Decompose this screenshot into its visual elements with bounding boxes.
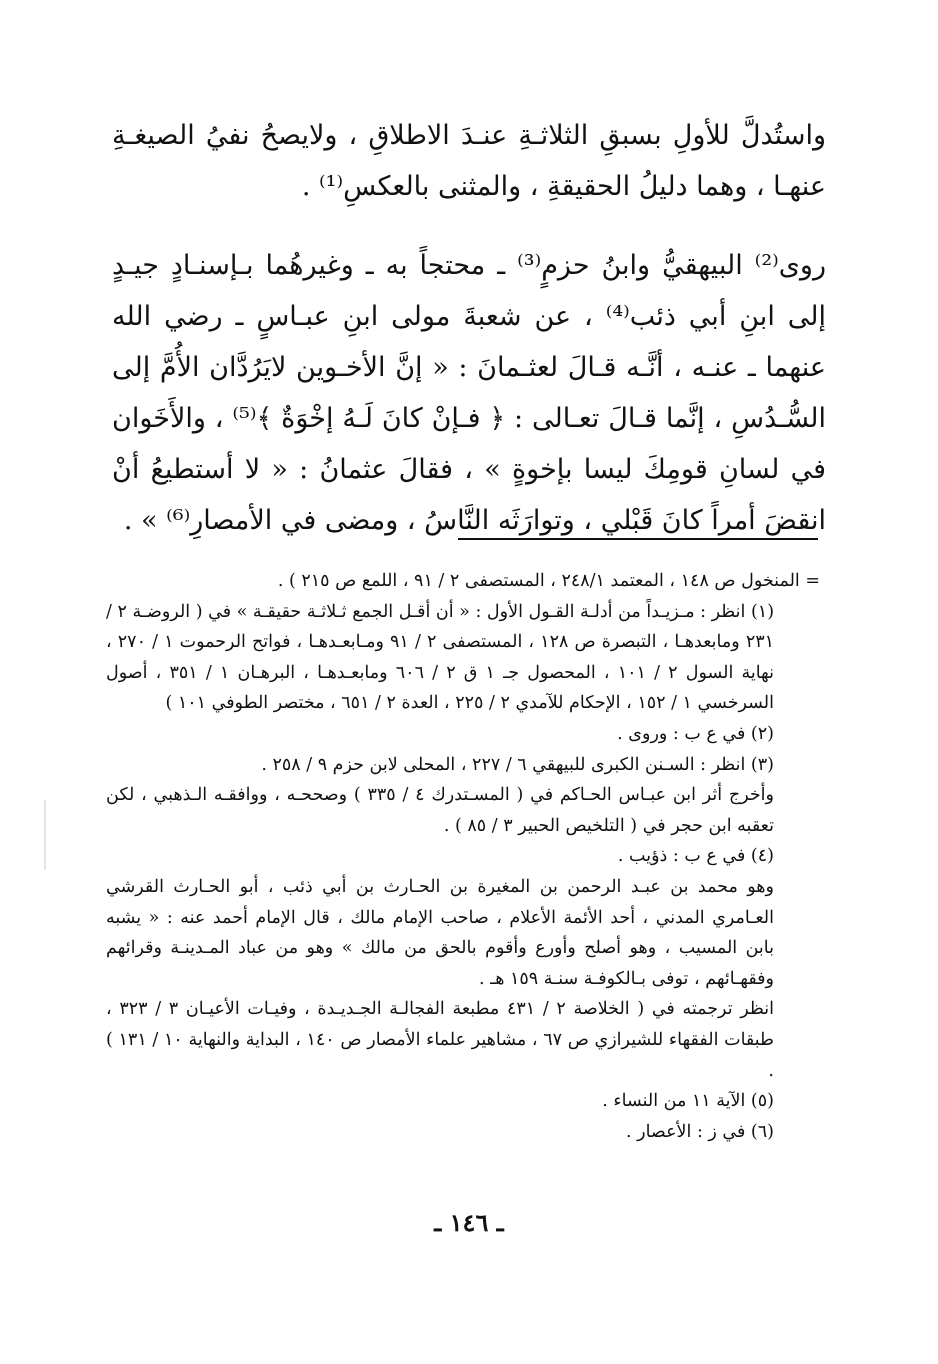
footnote-3-note: وأخرج أثر ابن عبـاس الحـاكم في ( المسـتدرك ٤ / ٣٣٥ ) وصححـه ، ووافقـه الـذهبي ، لكن تعقبه ابن حجر في ( التلخيص الحبير ٣ / ٨٥ ) . xyxy=(106,785,774,836)
main-paragraph-1: واستُدلَّ للأولِ بسبقِ الثلاثـةِ عنـدَ الاطلاقِ ، ولايصحُ نفيُ الصيغـةِ عنهـا ، وهما دليلُ الحقيقةِ ، والمثنى بالعكسِ⁽¹⁾ . xyxy=(112,120,826,202)
footnote-1: (١) انظر : مـزيـداً من أدلـة القـول الأول : « أن أقـل الجمع ثـلاثـة حقيقـة » في ( الروضـة ٢ / ٢٣١ ومابعدهـا ، التبصرة ص ١٢٨ ، المستصفى ٢ / ٩١ ومـابعـدهـا ، فواتح الرحموت ١ / ٢٧٠ ، نهاية السول ٢ / ١٠١ ، المحصول جـ ١ ق ٢ / ٦٠٦ ومابعـدهـا ، البرهـان ١ / ٣٥١ ، أصول السرخسي ١ / ١٥٢ ، الإحكام للآمدي ٢ / ٢٢٥ ، العدة ٢ / ٦٥١ ، مختصر الطوفي ١٠١ ) xyxy=(106,601,775,714)
footnote-5: (٥) الآية ١١ من النساء . xyxy=(602,1091,774,1112)
footnote-3: (٣) انظر : السـنن الكبرى للبيهقي ٦ / ٢٢٧ ، المحلى لابن حزم ٩ / ٢٥٨ . xyxy=(261,754,774,775)
footnote-continuation: = المنخول ص ١٤٨ ، المعتمد ٢٤٨/١ ، المستصفى ٢ / ٩١ ، اللمع ص ٢١٥ ) . xyxy=(277,571,820,591)
footnote-2: (٢) في ع ب : وروى . xyxy=(617,723,774,744)
page-number: ـ ١٤٦ ـ xyxy=(434,1208,504,1237)
footnotes-section xyxy=(106,566,820,1147)
footnote-4: (٤) في ع ب : ذؤيب . xyxy=(617,846,774,867)
footnote-4-sources: انظر ترجمته في ( الخلاصة ٢ / ٤٣١ مطبعة الفجالـة الجـديـدة ، وفيـات الأعيـان ٣ / ٣٢٣ ، طبقات الفقهاء للشيرازي ص ٦٧ ، مشاهير علماء الأمصار ص ١٤٠ ، البداية والنهاية ١٠ / ١٣١ ) . xyxy=(106,999,774,1081)
footnote-6: (٦) في ز : الأعصار . xyxy=(626,1121,774,1142)
main-paragraph-2: روى⁽²⁾ البيهقيُّ وابنُ حزمٍ⁽³⁾ ـ محتجاً به ـ وغيرهُما بـإسنـادٍ جيـدٍ إلى ابنِ أبي ذئب⁽⁴⁾ ، عن شعبةَ مولى ابنِ عبـاسٍ ـ رضي الله عنهما ـ عنـه ، أنَّـه قـالَ لعثـمانَ : « إنَّ الأخـوين لايَرُدَّان الأُمَّ إلى السُّـدُسِ ، إنَّما قـالَ تعـالى : ﴿ فـإنْ كانَ لَـهُ إخْوَةٌ ﴾⁽⁵⁾ ، والأَخَوان في لسانِ قومِكَ ليسا بإخوةٍ » ، فقالَ عثمانُ : « لا أستطيعُ أنْ انقضَ أمراً كانَ قَبْلي ، وتوارَثَه النَّاسُ ، ومضى في الأمصارِ⁽⁶⁾ » . xyxy=(112,250,827,536)
scan-margin-mark xyxy=(44,800,46,870)
footnote-separator xyxy=(458,538,818,540)
footnote-4-biography: وهو محمد بن عبـد الرحمن بن المغيرة بن الحـارث بن أبي ذئب ، أبو الحـارث القرشي العـامري المدني ، أحد الأئمة الأعلام ، صاحب الإمام مالك ، قال الإمام أحمد عنه : « يشبه بابن المسيب ، وهو أصلح وأورع وأقوم بالحق من مالك » وهو من عباد المـدينـة وقرائهم وفقهـائهم ، توفى بـالكوفـة سنـة ١٥٩ هـ . xyxy=(106,876,774,989)
